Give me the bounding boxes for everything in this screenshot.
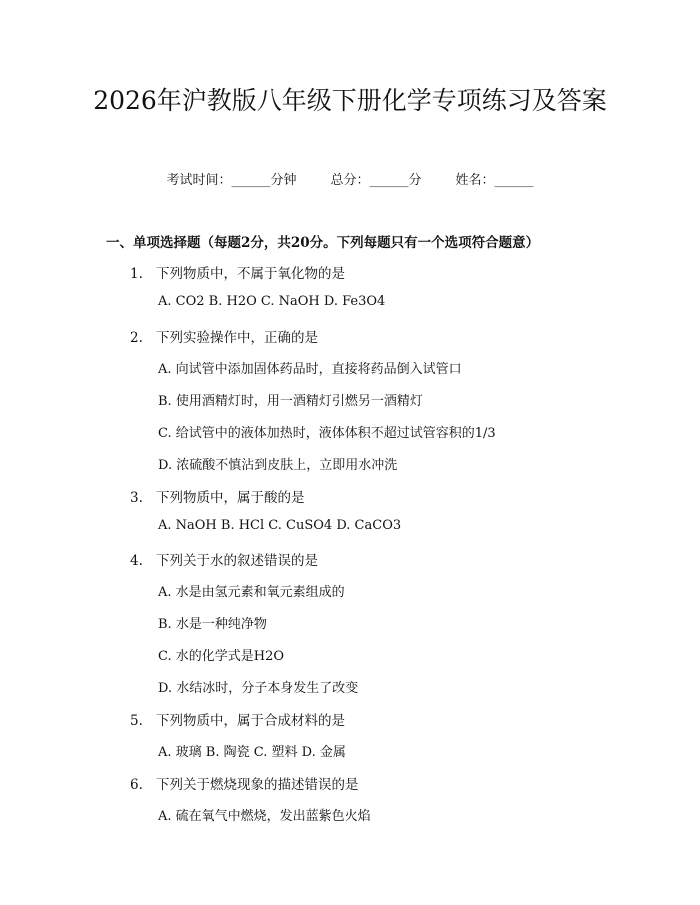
document-title: 2026年沪教版八年级下册化学专项练习及答案 bbox=[93, 86, 607, 115]
question-2 bbox=[130, 326, 318, 346]
question-4 bbox=[130, 549, 318, 569]
question-text: 下列关于燃烧现象的描述错误的是 bbox=[156, 777, 359, 793]
exam-total-score: 总分：______分 bbox=[330, 173, 422, 188]
question-6 bbox=[130, 773, 359, 793]
question-number: 5. bbox=[130, 713, 143, 729]
question-2-option-a: A. 向试管中添加固体药品时，直接将药品倒入试管口 bbox=[158, 362, 462, 377]
question-3 bbox=[130, 486, 305, 506]
question-text: 下列物质中，不属于氧化物的是 bbox=[156, 266, 345, 282]
question-4-option-c: C. 水的化学式是H2O bbox=[158, 649, 285, 664]
question-number: 1. bbox=[130, 266, 143, 282]
question-text: 下列物质中，属于酸的是 bbox=[156, 490, 305, 506]
question-5-options: A. 玻璃 B. 陶瓷 C. 塑料 D. 金属 bbox=[158, 745, 346, 760]
question-number: 4. bbox=[130, 553, 143, 569]
question-3-options: A. NaOH B. HCl C. CuSO4 D. CaCO3 bbox=[158, 518, 402, 533]
question-number: 3. bbox=[130, 490, 143, 506]
question-4-option-b: B. 水是一种纯净物 bbox=[158, 617, 267, 632]
question-1-options: A. CO2 B. H2O C. NaOH D. Fe3O4 bbox=[158, 294, 386, 309]
question-number: 6. bbox=[130, 777, 143, 793]
question-text: 下列关于水的叙述错误的是 bbox=[156, 553, 318, 569]
question-1 bbox=[130, 262, 345, 282]
exam-meta bbox=[0, 169, 700, 188]
question-2-option-b: B. 使用酒精灯时，用一酒精灯引燃另一酒精灯 bbox=[158, 394, 423, 409]
question-text: 下列物质中，属于合成材料的是 bbox=[156, 713, 345, 729]
question-4-option-a: A. 水是由氢元素和氧元素组成的 bbox=[158, 585, 345, 600]
question-number: 2. bbox=[130, 330, 143, 346]
question-6-option-a: A. 硫在氧气中燃烧，发出蓝紫色火焰 bbox=[158, 809, 371, 824]
question-2-option-d: D. 浓硫酸不慎沾到皮肤上，立即用水冲洗 bbox=[158, 458, 398, 473]
question-4-option-d: D. 水结冰时，分子本身发生了改变 bbox=[158, 681, 359, 696]
question-text: 下列实验操作中，正确的是 bbox=[156, 330, 318, 346]
exam-time: 考试时间：______分钟 bbox=[166, 173, 297, 188]
question-5 bbox=[130, 709, 345, 729]
section-heading: 一、单项选择题（每题2分，共20分。下列每题只有一个选项符合题意） bbox=[106, 235, 540, 251]
exam-name-field: 姓名：______ bbox=[455, 173, 534, 188]
question-2-option-c: C. 给试管中的液体加热时，液体体积不超过试管容积的1/3 bbox=[158, 426, 496, 441]
